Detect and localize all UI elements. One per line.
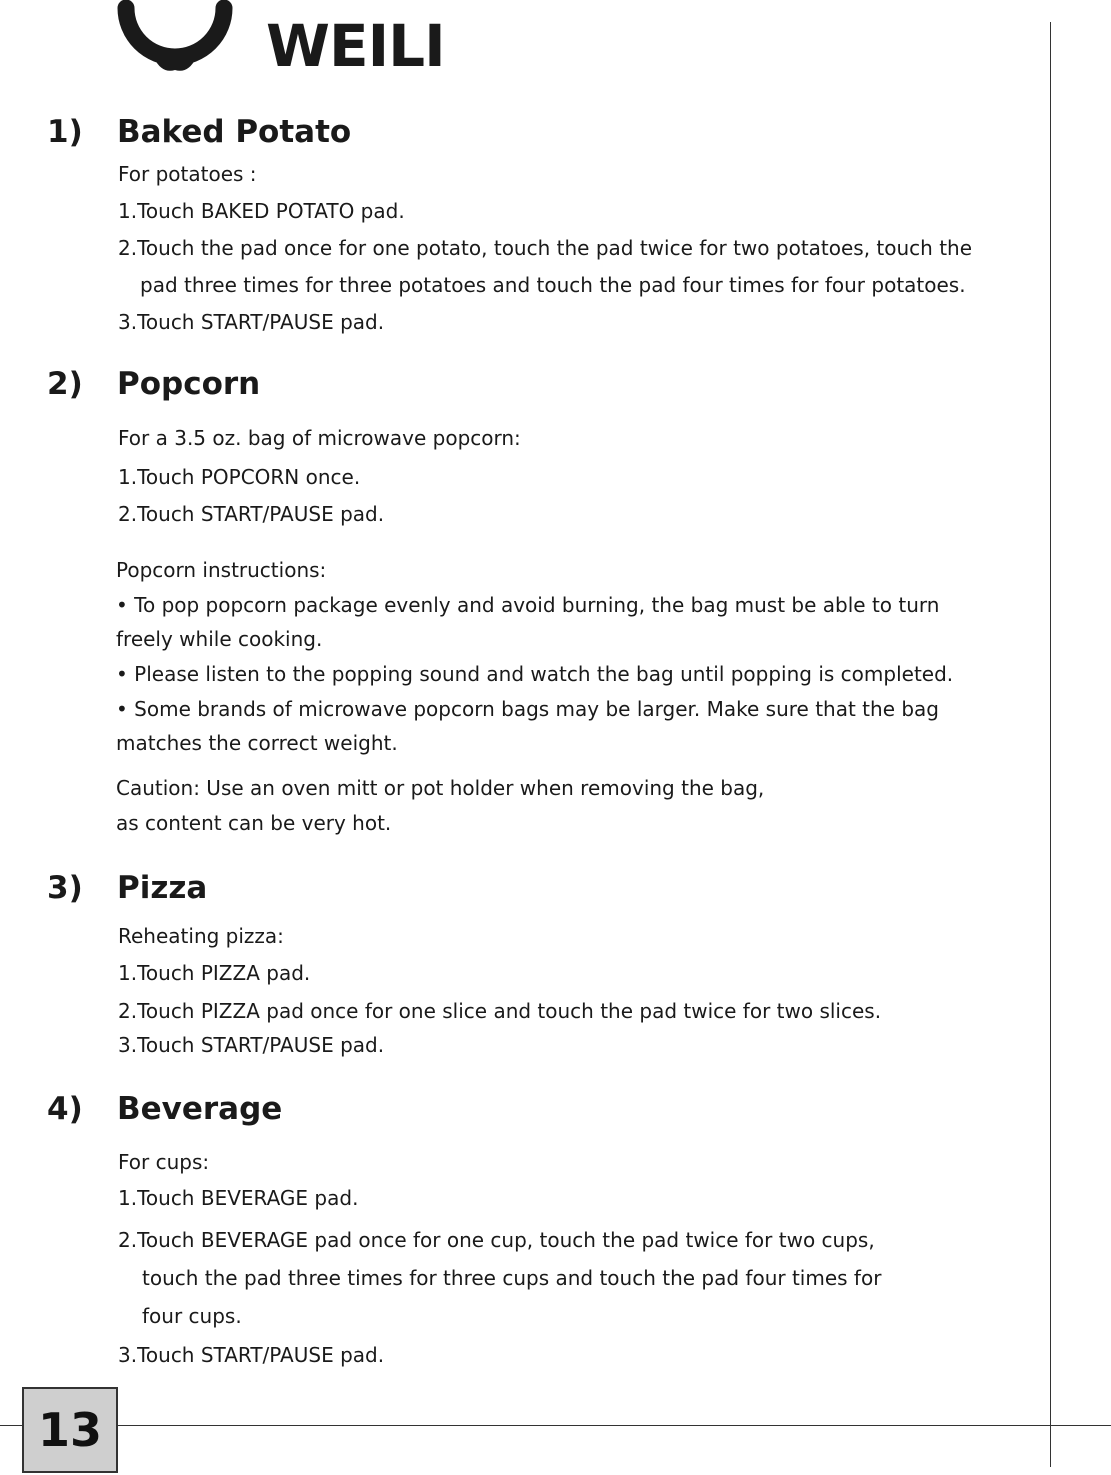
weili-logo-icon (104, 0, 246, 100)
instruction-step: 2.Touch PIZZA pad once for one slice and touch the pad twice for two slices. (118, 999, 882, 1023)
bullet-item-continued: freely while cooking. (116, 627, 323, 651)
section-title: Popcorn (117, 366, 261, 402)
instruction-step: 3.Touch START/PAUSE pad. (118, 1033, 385, 1057)
instruction-step: 2.Touch START/PAUSE pad. (118, 502, 385, 526)
caution-text: Caution: Use an oven mitt or pot holder when removing the bag, (116, 776, 765, 800)
instruction-step-continued: touch the pad three times for three cups and touch the pad four times for (142, 1266, 882, 1290)
section-number: 2) (47, 366, 83, 402)
instruction-step: 1.Touch PIZZA pad. (118, 961, 311, 985)
instruction-step: 2.Touch the pad once for one potato, touch the pad twice for two potatoes, touch the (118, 236, 973, 260)
instruction-step: 2.Touch BEVERAGE pad once for one cup, touch the pad twice for two cups, (118, 1228, 875, 1252)
instruction-step: 1.Touch BEVERAGE pad. (118, 1186, 359, 1210)
instruction-step: 3.Touch START/PAUSE pad. (118, 310, 385, 334)
section-title: Pizza (117, 870, 208, 906)
section-intro: For potatoes : (118, 162, 257, 186)
instructions-title: Popcorn instructions: (116, 558, 327, 582)
instruction-step: 1.Touch BAKED POTATO pad. (118, 199, 405, 223)
caution-text-continued: as content can be very hot. (116, 811, 392, 835)
bullet-item: • Please listen to the popping sound and watch the bag until popping is completed. (116, 662, 954, 686)
section-number: 3) (47, 870, 83, 906)
section-intro: Reheating pizza: (118, 924, 284, 948)
section-intro: For a 3.5 oz. bag of microwave popcorn: (118, 426, 521, 450)
instruction-step-continued: four cups. (142, 1304, 242, 1328)
instruction-step: 3.Touch START/PAUSE pad. (118, 1343, 385, 1367)
page-horizontal-rule (0, 1425, 1111, 1426)
section-title: Beverage (117, 1091, 283, 1127)
page-number: 13 (22, 1387, 118, 1473)
instruction-step: 1.Touch POPCORN once. (118, 465, 361, 489)
section-number: 1) (47, 114, 83, 150)
bullet-item: • Some brands of microwave popcorn bags may be larger. Make sure that the bag (116, 697, 939, 721)
bullet-item: • To pop popcorn package evenly and avoid burning, the bag must be able to turn (116, 593, 940, 617)
instruction-step-continued: pad three times for three potatoes and touch the pad four times for four potatoes. (140, 273, 966, 297)
section-intro: For cups: (118, 1150, 210, 1174)
page-vertical-rule (1050, 22, 1051, 1467)
brand-name: WEILI (266, 12, 445, 80)
section-title: Baked Potato (117, 114, 352, 150)
section-number: 4) (47, 1091, 83, 1127)
bullet-item-continued: matches the correct weight. (116, 731, 398, 755)
